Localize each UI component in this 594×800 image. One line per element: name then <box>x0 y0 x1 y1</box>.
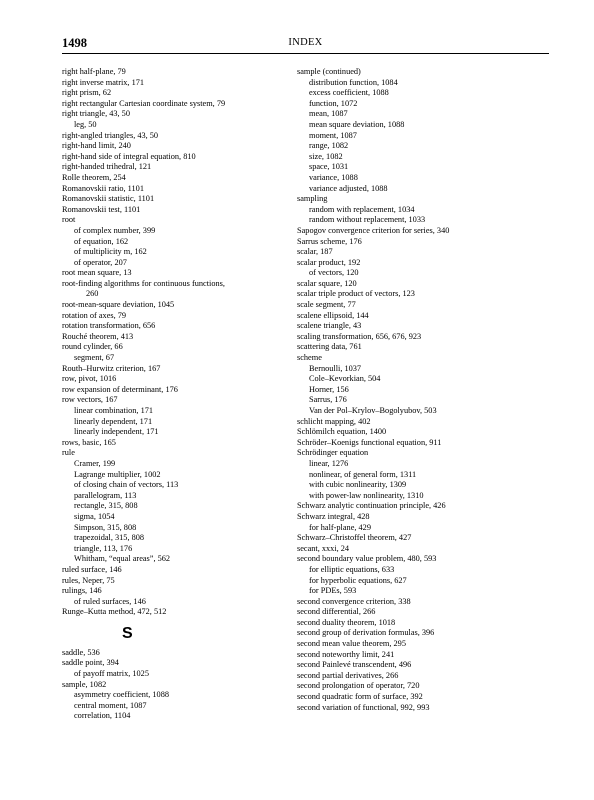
index-subentry: of payoff matrix, 1025 <box>74 669 149 679</box>
index-entry: right rectangular Cartesian coordinate system, 79 <box>62 98 226 108</box>
index-subentry: excess coefficient, 1088 <box>309 88 389 98</box>
index-subentry: of equation, 162 <box>74 236 129 246</box>
index-entry: Schwarz integral, 428 <box>297 511 370 521</box>
header-rule <box>62 53 549 54</box>
index-entry: rulings, 146 <box>62 586 102 596</box>
index-entry: second convergence criterion, 338 <box>297 596 411 606</box>
index-subentry: for elliptic equations, 633 <box>309 564 395 574</box>
index-subentry: correlation, 1104 <box>74 711 131 721</box>
index-entry: right half-plane, 79 <box>62 67 126 76</box>
section-letter-heading: S <box>122 624 133 642</box>
index-entry: rules, Neper, 75 <box>62 575 115 585</box>
index-entry: saddle, 536 <box>62 647 100 657</box>
index-entry: scale segment, 77 <box>297 300 356 310</box>
running-title: INDEX <box>288 37 323 48</box>
index-subentry: rectangle, 315, 808 <box>74 501 138 511</box>
index-entry: sampling <box>297 194 328 204</box>
index-subentry: range, 1082 <box>309 141 349 151</box>
index-subentry: of operator, 207 <box>74 257 127 267</box>
index-entry: Runge–Kutta method, 472, 512 <box>62 607 167 617</box>
index-subentry: segment, 67 <box>74 353 115 363</box>
index-entry: second group of derivation formulas, 396 <box>297 628 435 638</box>
index-entry: saddle point, 394 <box>62 658 119 668</box>
index-entry: rows, basic, 165 <box>62 437 116 447</box>
index-entry-continuation: 260 <box>86 289 99 299</box>
index-entry: second partial derivatives, 266 <box>297 670 399 680</box>
index-entry: Rolle theorem, 254 <box>62 172 126 182</box>
index-column-right <box>297 67 529 713</box>
index-subentry: of vectors, 120 <box>309 268 359 278</box>
index-entry: row vectors, 167 <box>62 395 118 405</box>
index-subentry: asymmetry coefficient, 1088 <box>74 690 170 700</box>
index-subentry: leg, 50 <box>74 119 97 129</box>
index-subentry: with cubic nonlinearity, 1309 <box>309 480 407 490</box>
index-entry: root <box>62 215 76 225</box>
index-entry: secant, xxxi, 24 <box>297 543 350 553</box>
index-entry: Schröder–Koenigs functional equation, 911 <box>297 437 442 447</box>
index-entry: Romanovskii statistic, 1101 <box>62 194 155 204</box>
index-subentry: distribution function, 1084 <box>309 77 398 87</box>
index-subentry: Sarrus, 176 <box>309 395 347 405</box>
index-entry: Sarrus scheme, 176 <box>297 236 362 246</box>
index-subentry: linear combination, 171 <box>74 406 154 415</box>
index-entry: right-angled triangles, 43, 50 <box>62 130 159 140</box>
index-subentry: Van der Pol–Krylov–Bogolyubov, 503 <box>309 406 437 415</box>
index-subentry: triangle, 113, 176 <box>74 543 133 553</box>
index-entry: right-handed trihedral, 121 <box>62 162 152 172</box>
index-entry: scheme <box>297 353 322 363</box>
index-subentry: of complex number, 399 <box>74 225 156 235</box>
index-subentry: for hyperbolic equations, 627 <box>309 575 407 585</box>
index-subentry: moment, 1087 <box>309 130 357 140</box>
index-entry: Schwarz–Christoffel theorem, 427 <box>297 533 412 543</box>
index-entry: root-finding algorithms for continuous functions, <box>62 278 225 288</box>
index-entry: scalar triple product of vectors, 123 <box>297 289 415 299</box>
index-column-left <box>62 67 294 722</box>
index-entry: row, pivot, 1016 <box>62 374 117 384</box>
index-subentry: mean square deviation, 1088 <box>309 119 405 129</box>
index-entry: right prism, 62 <box>62 88 112 98</box>
index-entry: second quadratic form of surface, 392 <box>297 692 423 702</box>
index-entry: Schlömilch equation, 1400 <box>297 427 387 437</box>
index-subentry: with power-law nonlinearity, 1310 <box>309 490 424 500</box>
index-entry: right triangle, 43, 50 <box>62 109 130 119</box>
index-entry: Routh–Hurwitz criterion, 167 <box>62 363 161 373</box>
index-entry: Schwarz analytic continuation principle, 426 <box>297 501 446 511</box>
index-entry: right-hand side of integral equation, 810 <box>62 151 196 161</box>
index-entry: root-mean-square deviation, 1045 <box>62 300 175 310</box>
index-entry: second prolongation of operator, 720 <box>297 681 420 691</box>
index-entry: second differential, 266 <box>297 607 376 617</box>
index-subentry: of multiplicity m, 162 <box>74 247 147 257</box>
index-entry: schlicht mapping, 402 <box>297 416 371 426</box>
index-entry: scattering data, 761 <box>297 342 362 352</box>
page-number: 1498 <box>62 36 87 50</box>
index-entry: Romanovskii test, 1101 <box>62 204 141 214</box>
index-subentry: Simpson, 315, 808 <box>74 522 137 532</box>
index-subentry: size, 1082 <box>309 151 343 161</box>
index-subentry: Horner, 156 <box>309 384 349 394</box>
index-subentry: linearly independent, 171 <box>74 427 159 437</box>
index-entry: second duality theorem, 1018 <box>297 617 396 627</box>
index-entry: scalene triangle, 43 <box>297 321 362 331</box>
index-subentry: of closing chain of vectors, 113 <box>74 480 179 490</box>
index-entry: second boundary value problem, 480, 593 <box>297 554 437 564</box>
index-entry: right-hand limit, 240 <box>62 141 131 151</box>
index-subentry: Lagrange multiplier, 1002 <box>74 469 161 479</box>
index-subentry: variance, 1088 <box>309 172 358 182</box>
index-entry: second mean value theorem, 295 <box>297 639 406 649</box>
index-subentry: trapezoidal, 315, 808 <box>74 533 145 543</box>
index-entry: second variation of functional, 992, 993 <box>297 702 430 712</box>
index-subentry: Cramer, 199 <box>74 458 116 468</box>
index-subentry: for half-plane, 429 <box>309 522 371 532</box>
index-subentry: random without replacement, 1033 <box>309 215 426 225</box>
index-entry: Sapogov convergence criterion for series, 340 <box>297 225 450 235</box>
index-subentry: linearly dependent, 171 <box>74 416 153 426</box>
index-entry: round cylinder, 66 <box>62 342 123 352</box>
index-subentry: Bernoulli, 1037 <box>309 363 362 373</box>
page-header <box>62 36 549 52</box>
index-subentry: linear, 1276 <box>309 458 349 468</box>
index-entry: rotation of axes, 79 <box>62 310 127 320</box>
index-entry: Schrödinger equation <box>297 448 369 458</box>
index-subentry: Whitham, “equal areas”, 562 <box>74 554 171 564</box>
index-entry: scaling transformation, 656, 676, 923 <box>297 331 422 341</box>
index-subentry: of ruled surfaces, 146 <box>74 596 146 606</box>
index-entry: Rouché theorem, 413 <box>62 331 134 341</box>
index-entry: right inverse matrix, 171 <box>62 77 145 87</box>
index-subentry: for PDEs, 593 <box>309 586 357 596</box>
index-subentry: nonlinear, of general form, 1311 <box>309 469 417 479</box>
index-subentry: Cole–Kevorkian, 504 <box>309 374 381 384</box>
index-entry: second Painlevé transcendent, 496 <box>297 660 412 670</box>
index-entry: scalar product, 192 <box>297 257 361 267</box>
index-entry: ruled surface, 146 <box>62 564 122 574</box>
index-entry: Romanovskii ratio, 1101 <box>62 183 144 193</box>
index-subentry: sigma, 1054 <box>74 511 115 521</box>
index-entry: scalar square, 120 <box>297 278 357 288</box>
index-entry: second noteworthy limit, 241 <box>297 649 395 659</box>
index-entry: rule <box>62 448 75 458</box>
index-entry: root mean square, 13 <box>62 268 132 278</box>
index-entry: rotation transformation, 656 <box>62 321 156 331</box>
index-subentry: function, 1072 <box>309 98 358 108</box>
index-entry: sample, 1082 <box>62 679 107 689</box>
index-entry: sample (continued) <box>297 67 361 76</box>
index-entry: scalar, 187 <box>297 247 333 257</box>
index-entry: row expansion of determinant, 176 <box>62 384 178 394</box>
index-subentry: mean, 1087 <box>309 109 348 119</box>
index-subentry: random with replacement, 1034 <box>309 204 415 214</box>
index-subentry: space, 1031 <box>309 162 349 172</box>
index-subentry: central moment, 1087 <box>74 700 147 710</box>
index-entry: scalene ellipsoid, 144 <box>297 310 369 320</box>
index-subentry: parallelogram, 113 <box>74 490 137 500</box>
index-subentry: variance adjusted, 1088 <box>309 183 388 193</box>
